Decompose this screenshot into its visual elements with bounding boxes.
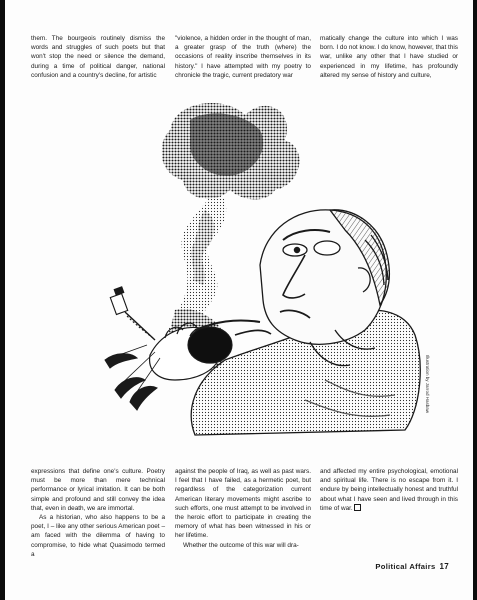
publication-name: Political Affairs [375,562,436,571]
paragraph: them. The bourgeois routinely dismiss the words and struggles of such poets but that won't stop the need or silence the demand, during a time of political danger, national confusion and a country's decline, for artistic [31,35,165,79]
text-column-top-1 [31,34,165,80]
text-column-top-3 [320,34,458,80]
illustration-credit: Illustration by Jarrod Hasbaw [425,355,430,414]
text-column-top-2 [175,34,311,80]
paragraph: Whether the outcome of this war will dra- [183,541,299,549]
text-column-bottom-1 [31,467,165,559]
paragraph: expressions that define one's culture. Poetry must be more than mere technical performance or lyrical imitation. It can be both simple and profound and still convey the idea that, even in death, we are immortal. [31,468,165,512]
paragraph: against the people of Iraq, as well as past wars. I feel that I have failed, as a hermetic poet, but regardless of the categorization current American literary movements might ascribe to such efforts, one must attempt to be involved in the heroic effort to participate in creating the memory of what has been witnessed in his or her lifetime. [175,468,311,540]
paragraph-text: and affected my entire psychological, emotional and spiritual life. There is no escape from it. I endure by being intellectually honest and truthful about what I have seen and lived through in this time of war. [320,468,458,512]
text-column-bottom-2 [175,467,311,550]
page-footer [375,562,449,571]
text-column-bottom-3 [320,467,458,513]
illustration-smoking-figure [75,90,455,450]
feathers [105,345,160,410]
paragraph: matically change the culture into which I was born. I do not know. I do know, however, that this war, unlike any other that I have studied or experienced in my lifetime, has profoundly altered my sense of history and culture, [320,35,458,79]
end-of-article-mark [354,504,361,511]
syringe [110,287,155,340]
page-number: 17 [439,562,449,571]
paragraph: "violence, a hidden order in the thought of man, a greater grasp of the truth (where) the occasions of reality inscribe themselves in its history." I have attempted with my poetry to chronicle the tragic, current predatory war [175,35,311,79]
paragraph: As a historian, who also happens to be a poet, I – like any other serious American poet – am faced with the dilemma of having to compromise, to hide what Quasimodo termed a [31,514,165,558]
paragraph [320,467,458,513]
